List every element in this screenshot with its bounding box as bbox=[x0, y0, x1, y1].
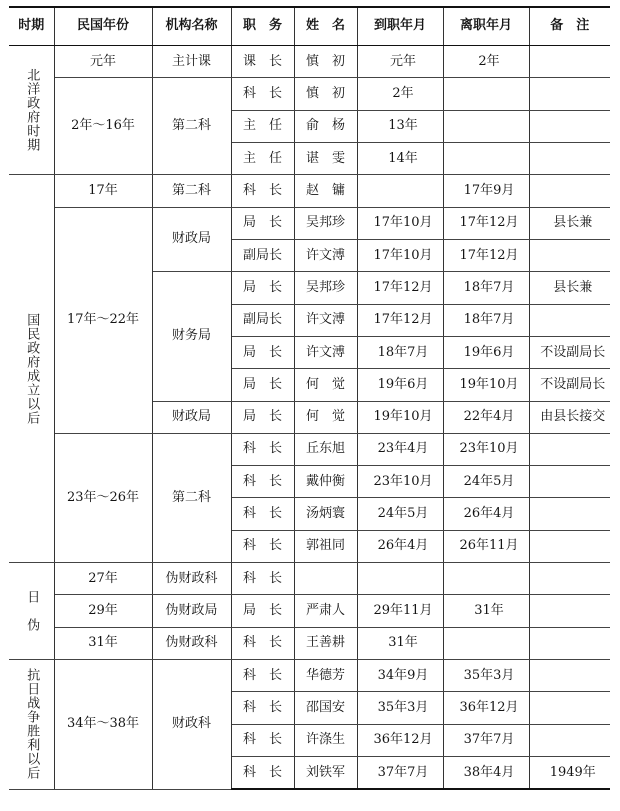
note-cell bbox=[529, 627, 610, 659]
title-cell: 科 长 bbox=[231, 627, 294, 659]
end-cell: 17年12月 bbox=[443, 239, 529, 271]
name-cell: 谌 雯 bbox=[294, 142, 357, 174]
end-cell: 22年4月 bbox=[443, 401, 529, 433]
note-cell: 1949年 bbox=[529, 757, 610, 789]
title-cell: 局 长 bbox=[231, 207, 294, 239]
start-cell: 34年9月 bbox=[357, 660, 443, 692]
year-cell: 31年 bbox=[54, 627, 152, 659]
year-cell: 29年 bbox=[54, 595, 152, 627]
name-cell: 吴邦珍 bbox=[294, 272, 357, 304]
name-cell: 丘东旭 bbox=[294, 433, 357, 465]
title-cell: 科 长 bbox=[231, 660, 294, 692]
start-cell: 17年10月 bbox=[357, 207, 443, 239]
title-cell: 局 长 bbox=[231, 401, 294, 433]
start-cell: 18年7月 bbox=[357, 336, 443, 368]
year-cell: 2年～16年 bbox=[54, 78, 152, 175]
title-cell: 科 长 bbox=[231, 692, 294, 724]
header-period: 时期 bbox=[9, 7, 54, 45]
end-cell bbox=[443, 110, 529, 142]
header-org: 机构名称 bbox=[152, 7, 231, 45]
note-cell: 不设副局长 bbox=[529, 336, 610, 368]
year-cell: 27年 bbox=[54, 563, 152, 595]
end-cell bbox=[443, 627, 529, 659]
org-cell: 第二科 bbox=[152, 433, 231, 562]
period-riwei: 日 伪 bbox=[9, 563, 54, 660]
end-cell: 31年 bbox=[443, 595, 529, 627]
title-cell: 科 长 bbox=[231, 498, 294, 530]
table-row bbox=[9, 433, 610, 465]
start-cell bbox=[357, 563, 443, 595]
title-cell: 主 任 bbox=[231, 110, 294, 142]
end-cell: 18年7月 bbox=[443, 304, 529, 336]
table-row bbox=[9, 78, 610, 110]
start-cell: 17年12月 bbox=[357, 272, 443, 304]
note-cell bbox=[529, 466, 610, 498]
start-cell: 13年 bbox=[357, 110, 443, 142]
end-cell: 26年4月 bbox=[443, 498, 529, 530]
name-cell: 赵 镛 bbox=[294, 175, 357, 207]
org-cell: 伪财政科 bbox=[152, 627, 231, 659]
official-records-table bbox=[9, 6, 610, 790]
name-cell: 许文溥 bbox=[294, 336, 357, 368]
table-header-row bbox=[9, 7, 610, 45]
org-cell: 财务局 bbox=[152, 272, 231, 401]
start-cell: 17年10月 bbox=[357, 239, 443, 271]
table-row bbox=[9, 175, 610, 207]
table-row bbox=[9, 45, 610, 77]
header-start: 到职年月 bbox=[357, 7, 443, 45]
title-cell: 副局长 bbox=[231, 239, 294, 271]
note-cell bbox=[529, 692, 610, 724]
end-cell: 37年7月 bbox=[443, 724, 529, 756]
table-row bbox=[9, 660, 610, 692]
year-cell: 23年～26年 bbox=[54, 433, 152, 562]
name-cell: 邵国安 bbox=[294, 692, 357, 724]
title-cell: 科 长 bbox=[231, 175, 294, 207]
start-cell: 26年4月 bbox=[357, 530, 443, 562]
org-cell: 第二科 bbox=[152, 175, 231, 207]
name-cell: 慎 初 bbox=[294, 78, 357, 110]
end-cell: 36年12月 bbox=[443, 692, 529, 724]
note-cell bbox=[529, 498, 610, 530]
start-cell: 19年10月 bbox=[357, 401, 443, 433]
start-cell: 14年 bbox=[357, 142, 443, 174]
name-cell bbox=[294, 563, 357, 595]
name-cell: 许涤生 bbox=[294, 724, 357, 756]
note-cell bbox=[529, 563, 610, 595]
note-cell bbox=[529, 660, 610, 692]
start-cell: 36年12月 bbox=[357, 724, 443, 756]
name-cell: 何 觉 bbox=[294, 401, 357, 433]
start-cell: 35年3月 bbox=[357, 692, 443, 724]
name-cell: 俞 杨 bbox=[294, 110, 357, 142]
end-cell bbox=[443, 142, 529, 174]
note-cell bbox=[529, 724, 610, 756]
start-cell: 29年11月 bbox=[357, 595, 443, 627]
end-cell bbox=[443, 563, 529, 595]
org-cell: 财政局 bbox=[152, 401, 231, 433]
start-cell: 19年6月 bbox=[357, 369, 443, 401]
title-cell: 局 长 bbox=[231, 336, 294, 368]
name-cell: 许文溥 bbox=[294, 239, 357, 271]
org-cell: 第二科 bbox=[152, 78, 231, 175]
period-kangzhan: 抗日战争胜利以后 bbox=[9, 660, 54, 789]
start-cell: 24年5月 bbox=[357, 498, 443, 530]
start-cell: 31年 bbox=[357, 627, 443, 659]
period-beiyang: 北洋政府时期 bbox=[9, 45, 54, 174]
note-cell bbox=[529, 595, 610, 627]
note-cell bbox=[529, 175, 610, 207]
end-cell: 24年5月 bbox=[443, 466, 529, 498]
note-cell: 县长兼 bbox=[529, 272, 610, 304]
table-row bbox=[9, 207, 610, 239]
table-row bbox=[9, 563, 610, 595]
name-cell: 戴仲衡 bbox=[294, 466, 357, 498]
note-cell: 由县长接交 bbox=[529, 401, 610, 433]
title-cell: 局 长 bbox=[231, 369, 294, 401]
start-cell: 17年12月 bbox=[357, 304, 443, 336]
header-name: 姓 名 bbox=[294, 7, 357, 45]
note-cell bbox=[529, 530, 610, 562]
note-cell bbox=[529, 433, 610, 465]
start-cell: 37年7月 bbox=[357, 757, 443, 789]
header-note: 备 注 bbox=[529, 7, 610, 45]
title-cell: 科 长 bbox=[231, 724, 294, 756]
end-cell: 38年4月 bbox=[443, 757, 529, 789]
title-cell: 局 长 bbox=[231, 595, 294, 627]
table-row bbox=[9, 627, 610, 659]
year-cell: 34年～38年 bbox=[54, 660, 152, 789]
header-title: 职 务 bbox=[231, 7, 294, 45]
end-cell: 17年9月 bbox=[443, 175, 529, 207]
name-cell: 刘铁军 bbox=[294, 757, 357, 789]
title-cell: 科 长 bbox=[231, 466, 294, 498]
end-cell: 23年10月 bbox=[443, 433, 529, 465]
title-cell: 科 长 bbox=[231, 563, 294, 595]
year-cell: 17年 bbox=[54, 175, 152, 207]
title-cell: 副局长 bbox=[231, 304, 294, 336]
name-cell: 华德芳 bbox=[294, 660, 357, 692]
end-cell: 26年11月 bbox=[443, 530, 529, 562]
org-cell: 财政科 bbox=[152, 660, 231, 789]
end-cell bbox=[443, 78, 529, 110]
title-cell: 主 任 bbox=[231, 142, 294, 174]
end-cell: 2年 bbox=[443, 45, 529, 77]
name-cell: 王善耕 bbox=[294, 627, 357, 659]
end-cell: 19年10月 bbox=[443, 369, 529, 401]
title-cell: 科 长 bbox=[231, 757, 294, 789]
header-year: 民国年份 bbox=[54, 7, 152, 45]
name-cell: 严肃人 bbox=[294, 595, 357, 627]
title-cell: 科 长 bbox=[231, 530, 294, 562]
start-cell: 2年 bbox=[357, 78, 443, 110]
end-cell: 19年6月 bbox=[443, 336, 529, 368]
end-cell: 35年3月 bbox=[443, 660, 529, 692]
header-end: 离职年月 bbox=[443, 7, 529, 45]
note-cell bbox=[529, 142, 610, 174]
note-cell bbox=[529, 45, 610, 77]
note-cell bbox=[529, 239, 610, 271]
title-cell: 局 长 bbox=[231, 272, 294, 304]
start-cell bbox=[357, 175, 443, 207]
note-cell bbox=[529, 110, 610, 142]
name-cell: 汤炳寰 bbox=[294, 498, 357, 530]
title-cell: 科 长 bbox=[231, 78, 294, 110]
note-cell bbox=[529, 78, 610, 110]
title-cell: 课 长 bbox=[231, 45, 294, 77]
name-cell: 郭祖同 bbox=[294, 530, 357, 562]
period-guomin: 国民政府成立以后 bbox=[9, 175, 54, 563]
note-cell: 县长兼 bbox=[529, 207, 610, 239]
name-cell: 慎 初 bbox=[294, 45, 357, 77]
end-cell: 17年12月 bbox=[443, 207, 529, 239]
org-cell: 财政局 bbox=[152, 207, 231, 272]
org-cell: 伪财政科 bbox=[152, 563, 231, 595]
year-cell: 17年～22年 bbox=[54, 207, 152, 433]
table-row bbox=[9, 595, 610, 627]
start-cell: 23年10月 bbox=[357, 466, 443, 498]
year-cell: 元年 bbox=[54, 45, 152, 77]
name-cell: 吴邦珍 bbox=[294, 207, 357, 239]
title-cell: 科 长 bbox=[231, 433, 294, 465]
org-cell: 伪财政局 bbox=[152, 595, 231, 627]
end-cell: 18年7月 bbox=[443, 272, 529, 304]
name-cell: 何 觉 bbox=[294, 369, 357, 401]
start-cell: 23年4月 bbox=[357, 433, 443, 465]
org-cell: 主计课 bbox=[152, 45, 231, 77]
name-cell: 许文溥 bbox=[294, 304, 357, 336]
start-cell: 元年 bbox=[357, 45, 443, 77]
note-cell: 不设副局长 bbox=[529, 369, 610, 401]
note-cell bbox=[529, 304, 610, 336]
